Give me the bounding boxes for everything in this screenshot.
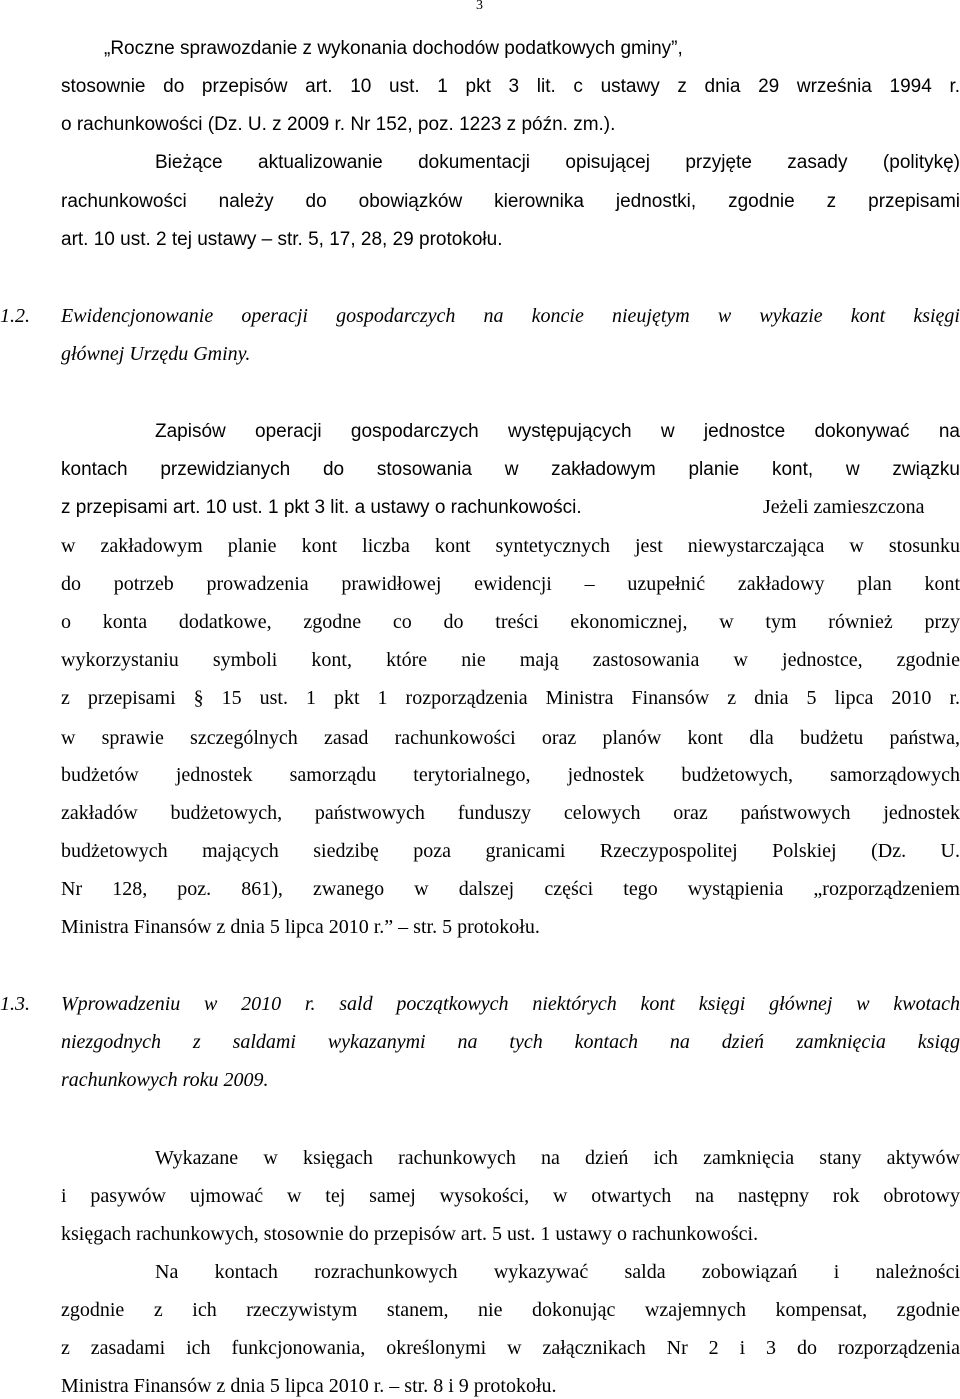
text-line: Jeżeli zamieszczona bbox=[763, 496, 925, 518]
text-line: z przepisami art. 10 ust. 1 pkt 3 lit. a ustawy o rachunkowości. bbox=[61, 497, 582, 518]
text-line: zakładów budżetowych, państwowych funduszy celowych oraz państwowych jednostek bbox=[61, 802, 960, 824]
text-line: „Roczne sprawozdanie z wykonania dochodów podatkowych gminy”, bbox=[104, 38, 683, 59]
text-line: księgach rachunkowych, stosownie do przepisów art. 5 ust. 1 ustawy o rachunkowości. bbox=[61, 1223, 759, 1245]
section-heading: niezgodnych z saldami wykazanymi na tych kontach na dzień zamknięcia ksiąg bbox=[61, 1031, 960, 1053]
text-line: kontach przewidzianych do stosowania w zakładowym planie kont, w związku bbox=[61, 459, 960, 480]
text-line: budżetowych mających siedzibę poza granicami Rzeczypospolitej Polskiej (Dz. U. bbox=[61, 840, 960, 862]
text-line: budżetów jednostek samorządu terytorialnego, jednostek budżetowych, samorządowych bbox=[61, 764, 960, 786]
text-line: Na kontach rozrachunkowych wykazywać salda zobowiązań i należności bbox=[155, 1261, 960, 1283]
text-line: o rachunkowości (Dz. U. z 2009 r. Nr 152, poz. 1223 z późn. zm.). bbox=[61, 114, 616, 135]
text-line: art. 10 ust. 2 tej ustawy – str. 5, 17, 28, 29 protokołu. bbox=[61, 229, 503, 250]
text-line: rachunkowości należy do obowiązków kierownika jednostki, zgodnie z przepisami bbox=[61, 191, 960, 212]
text-line: z zasadami ich funkcjonowania, określonymi w załącznikach Nr 2 i 3 do rozporządzenia bbox=[61, 1337, 960, 1359]
section-number: 1.2. bbox=[0, 305, 30, 327]
text-line: Ministra Finansów z dnia 5 lipca 2010 r.” – str. 5 protokołu. bbox=[61, 916, 540, 938]
text-line: w sprawie szczególnych zasad rachunkowości oraz planów kont dla budżetu państwa, bbox=[61, 727, 960, 749]
section-heading: Ewidencjonowanie operacji gospodarczych na koncie nieujętym w wykazie kont księgi bbox=[61, 305, 960, 327]
section-heading: rachunkowych roku 2009. bbox=[61, 1069, 269, 1091]
text-line: i pasywów ujmować w tej samej wysokości, w otwartych na następny rok obrotowy bbox=[61, 1185, 960, 1207]
text-line: Wykazane w księgach rachunkowych na dzień ich zamknięcia stany aktywów bbox=[155, 1147, 960, 1169]
section-heading: Wprowadzeniu w 2010 r. sald początkowych niektórych kont księgi głównej w kwotach bbox=[61, 993, 960, 1015]
text-line: Ministra Finansów z dnia 5 lipca 2010 r. – str. 8 i 9 protokołu. bbox=[61, 1375, 557, 1397]
text-line: z przepisami § 15 ust. 1 pkt 1 rozporządzenia Ministra Finansów z dnia 5 lipca 2010 r. bbox=[61, 687, 960, 709]
text-line: Bieżące aktualizowanie dokumentacji opisującej przyjęte zasady (politykę) bbox=[155, 152, 960, 173]
text-line: Nr 128, poz. 861), zwanego w dalszej części tego wystąpienia „rozporządzeniem bbox=[61, 878, 960, 900]
section-heading: głównej Urzędu Gminy. bbox=[61, 343, 251, 365]
section-number: 1.3. bbox=[0, 993, 30, 1015]
text-line: Zapisów operacji gospodarczych występujących w jednostce dokonywać na bbox=[155, 421, 960, 442]
text-line: zgodnie z ich rzeczywistym stanem, nie dokonując wzajemnych kompensat, zgodnie bbox=[61, 1299, 960, 1321]
page-number: 3 bbox=[476, 0, 483, 13]
text-line: o konta dodatkowe, zgodne co do treści ekonomicznej, w tym również przy bbox=[61, 611, 960, 633]
text-line: do potrzeb prowadzenia prawidłowej ewidencji – uzupełnić zakładowy plan kont bbox=[61, 573, 960, 595]
text-line: w zakładowym planie kont liczba kont syntetycznych jest niewystarczająca w stosunku bbox=[61, 535, 960, 557]
text-line: stosownie do przepisów art. 10 ust. 1 pkt 3 lit. c ustawy z dnia 29 września 1994 r. bbox=[61, 76, 960, 97]
text-line: wykorzystaniu symboli kont, które nie mają zastosowania w jednostce, zgodnie bbox=[61, 649, 960, 671]
